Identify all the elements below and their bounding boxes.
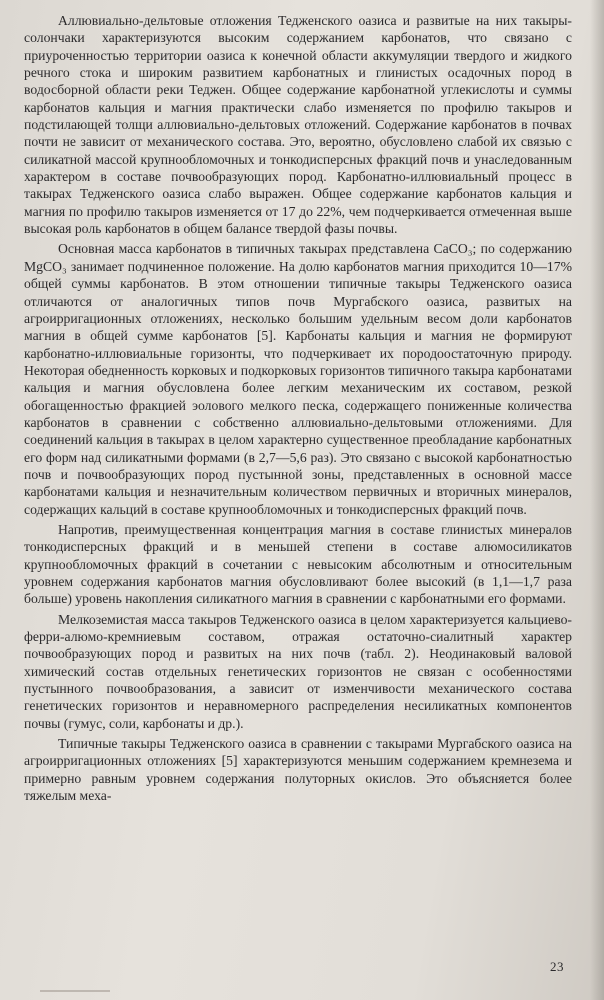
paragraph-1: Аллювиально-дельтовые отложения Тедженского оазиса и развитые на них такыры-солончаки характеризуются высоким содержанием карбонатов, что связано с приуроченностью территории оазиса к конечной области аккумуляции твердого и жидкого речного стока и широким развитием карбонатных и глинистых осадочных пород в водосборной области реки Теджен. Общее содержание карбонатной углекислоты и суммы карбонатов кальция и магния практически слабо изменяется по профилю такыров и подстилающей толщи аллювиально-дельтовых отложений. Содержание карбонатов в почвах почти не зависит от механического состава. Это, вероятно, обусловлено слабой их связью с силикатной массой крупнообломочных и тонкодисперсных фракций почв и унаследованным характером в составе почвообразующих пород. Карбонатно-иллювиальный процесс в такырах Тедженского оазиса слабо выражен. Общее содержание карбонатов кальция и магния по профилю такыров изменяется от 17 до 22%, чем подчеркивается отмеченная выше высокая роль карбонатов в общем балансе твердой фазы почвы. [24, 13, 572, 237]
paragraph-5: Типичные такыры Тедженского оазиса в сравнении с такырами Мургабского оазиса на агроирригационных отложениях [5] характеризуются меньшим содержанием кремнезема и примерно равным уровнем содержания полуторных окислов. Это объясняется более тяжелым меха- [24, 736, 572, 804]
ink-smudge [40, 990, 110, 992]
paragraph-2: Основная масса карбонатов в типичных такырах представлена CaCO₃; по содержанию MgCO₃ занимает подчиненное положение. На долю карбонатов магния приходится 10—17% общей суммы карбонатов. В этом отношении типичные такыры Тедженского оазиса отличаются от аналогичных типов почв Мургабского оазиса, развитых на агроирригационных отложениях, несколько большим удельным весом доли карбонатов магния в общей сумме карбонатов [5]. Карбонаты кальция и магния не формируют карбонатно-иллювиальные горизонты, что подчеркивает их породоостаточную природу. Некоторая обедненность корковых и подкорковых горизонтов типичного такыра карбонатами кальция и магния обусловлена более легким механическим их составом, резкой обогащенностью фракцией эолового мелкого песка, содержащего пониженные количества карбонатов в сравнении с собственно аллювиально-дельтовыми отложениями. Для соединений кальция в такырах в целом характерно существенное преобладание карбонатных его форм над силикатными формами (в 2,7—5,6 раз). Это связано с высокой карбонатностью почв и почвообразующих пород пустынной зоны, представленных в основной массе карбонатами кальция и незначительным количеством первичных и вторичных минералов, содержащих кальций в составе крупнообломочных и тонкодисперсных фракций почв. [24, 241, 572, 517]
page-number: 23 [550, 959, 564, 974]
paragraph-3: Напротив, преимущественная концентрация магния в составе глинистых минералов тонкодисперсных фракций и в меньшей степени в составе алюмосиликатов крупнообломочных фракций в сочетании с невысоким абсолютным и относительным уровнем содержания карбонатов магния обусловливают более высокий (в 1,1—1,7 раза больше) уровень накопления силикатного магния в сравнении с карбонатными его формами. [24, 521, 572, 607]
body-text [24, 12, 572, 804]
paragraph-4: Мелкоземистая масса такыров Тедженского оазиса в целом характеризуется кальциево-ферри-алюмо-кремниевым составом, отражая остаточно-сиалитный характер почвообразующих пород и развитых на них почв (табл. 2). Неодинаковый валовой химический состав отдельных генетических горизонтов не связан с особенностями пустынного почвообразования, а зависит от изменчивости механического состава генетических горизонтов и неравномерного распределения несиликатных компонентов почвы (гумус, соли, карбонаты и др.). [24, 611, 572, 731]
